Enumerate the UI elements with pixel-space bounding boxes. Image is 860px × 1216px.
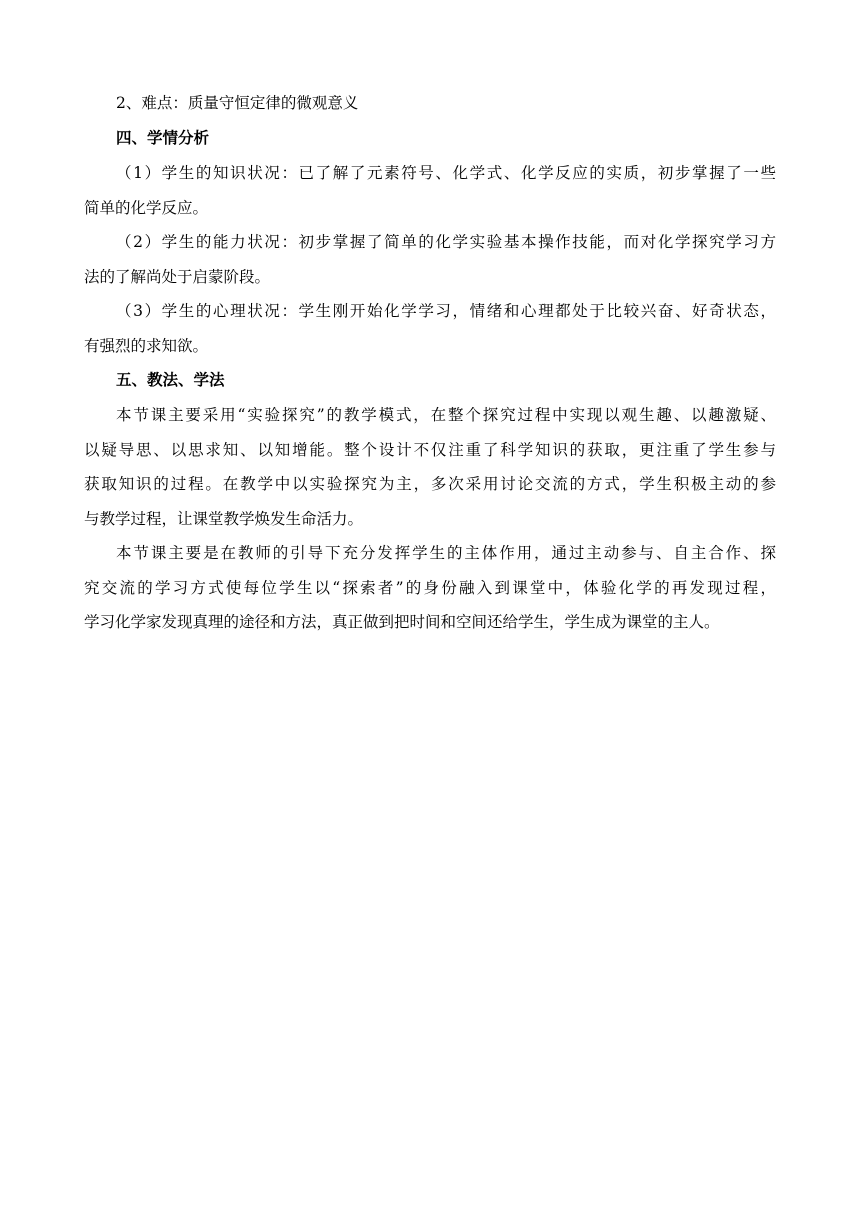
learning-analysis-item-3 xyxy=(84,294,776,363)
paragraph-line: 学习化学家发现真理的途径和方法，真正做到把时间和空间还给学生，学生成为课堂的主人。 xyxy=(84,613,720,631)
section-heading-learning-analysis: 四、学情分析 xyxy=(116,129,210,147)
teaching-methods-paragraph-1 xyxy=(84,398,776,536)
paragraph-line: 简单的化学反应。 xyxy=(84,198,209,217)
paragraph-line: （3）学生的心理状况：学生刚开始化学学习，情绪和心理都处于比较兴奋、好奇状态， xyxy=(116,302,776,320)
paragraph-line: 与教学过程，让课堂教学焕发生命活力。 xyxy=(84,509,364,528)
learning-analysis-item-1 xyxy=(84,156,776,225)
document-body xyxy=(84,86,776,640)
section-heading-teaching-methods: 五、教法、学法 xyxy=(116,371,225,389)
paragraph-line: 法的了解尚处于启蒙阶段。 xyxy=(84,267,271,286)
paragraph-line: 本节课主要是在教师的引导下充分发挥学生的主体作用，通过主动参与、自主合作、探 xyxy=(116,544,776,562)
paragraph-line: 以疑导思、以思求知、以知增能。整个设计不仅注重了科学知识的获取，更注重了学生参与 xyxy=(84,440,776,459)
paragraph-line: 本节课主要采用“实验探究”的教学模式，在整个探究过程中实现以观生趣、以趣激疑、 xyxy=(116,406,776,424)
teaching-methods-paragraph-2 xyxy=(84,536,776,640)
paragraph-line: （1）学生的知识状况：已了解了元素符号、化学式、化学反应的实质，初步掌握了一些 xyxy=(116,164,776,182)
difficulty-point-line: 2、难点：质量守恒定律的微观意义 xyxy=(116,94,359,112)
paragraph-line: 获取知识的过程。在教学中以实验探究为主，多次采用讨论交流的方式，学生积极主动的参 xyxy=(84,475,776,493)
paragraph-line: （2）学生的能力状况：初步掌握了简单的化学实验基本操作技能，而对化学探究学习方 xyxy=(116,233,776,251)
learning-analysis-item-2 xyxy=(84,225,776,294)
paragraph-line: 有强烈的求知欲。 xyxy=(84,336,209,355)
paragraph-line: 究交流的学习方式使每位学生以“探索者”的身份融入到课堂中，体验化学的再发现过程， xyxy=(84,578,776,597)
